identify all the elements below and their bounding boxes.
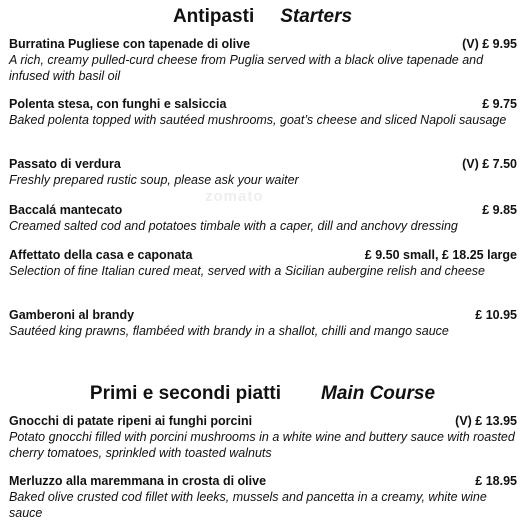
item-name: Merluzzo alla maremmana in crosta di olive — [9, 474, 267, 488]
item-description: Potato gnocchi filled with porcini mushrooms in a white wine and buttery sauce with roasted cherry tomatoes, sprinkled with toasted walnuts — [9, 430, 515, 460]
menu-item — [9, 473, 517, 521]
section-subtitle: Starters — [280, 6, 353, 27]
menu-item — [9, 247, 517, 279]
item-price: £ 10.95 — [475, 308, 517, 322]
section-heading-antipasti — [0, 6, 525, 28]
section-heading-mains — [0, 383, 525, 405]
item-description: Baked polenta topped with sautéed mushrooms, goat’s cheese and sliced Napoli sausage — [9, 113, 507, 127]
item-description: A rich, creamy pulled-curd cheese from Puglia served with a black olive tapenade and infused with basil oil — [9, 53, 484, 83]
item-description: Selection of fine Italian cured meat, served with a Sicilian aubergine relish and cheese — [9, 264, 485, 278]
item-price: £ 18.95 — [475, 474, 517, 488]
menu-item — [9, 96, 517, 128]
item-name: Gnocchi di patate ripeni ai funghi porcini — [9, 414, 253, 428]
item-price: £ 9.75 — [482, 97, 517, 111]
item-price: (V) £ 7.50 — [462, 157, 517, 171]
item-price: £ 9.50 small, £ 18.25 large — [364, 248, 517, 262]
item-description: Baked olive crusted cod fillet with leeks, mussels and pancetta in a creamy, white wine sauce — [9, 490, 487, 520]
item-name: Affettato della casa e caponata — [9, 248, 193, 262]
item-price: (V) £ 13.95 — [455, 414, 517, 428]
item-name: Burratina Pugliese con tapenade di olive — [9, 37, 251, 51]
item-description: Freshly prepared rustic soup, please ask your waiter — [9, 173, 299, 187]
menu-item — [9, 156, 517, 188]
item-description: Creamed salted cod and potatoes timbale with a caper, dill and anchovy dressing — [9, 219, 458, 233]
item-name: Passato di verdura — [9, 157, 121, 171]
section-title: Antipasti — [172, 6, 255, 27]
item-price: £ 9.85 — [482, 203, 517, 217]
item-description: Sautéed king prawns, flambéed with brandy in a shallot, chilli and mango sauce — [9, 324, 449, 338]
menu-item — [9, 413, 517, 461]
item-name: Baccalá mantecato — [9, 203, 123, 217]
menu-item — [9, 307, 517, 339]
item-name: Gamberoni al brandy — [9, 308, 135, 322]
watermark: zomato — [205, 188, 264, 205]
section-subtitle: Main Course — [321, 383, 436, 404]
section-title: Primi e secondi piatti — [89, 383, 282, 404]
menu-item — [9, 36, 517, 84]
menu-item — [9, 202, 517, 234]
item-name: Polenta stesa, con funghi e salsiccia — [9, 97, 227, 111]
item-price: (V) £ 9.95 — [462, 37, 517, 51]
